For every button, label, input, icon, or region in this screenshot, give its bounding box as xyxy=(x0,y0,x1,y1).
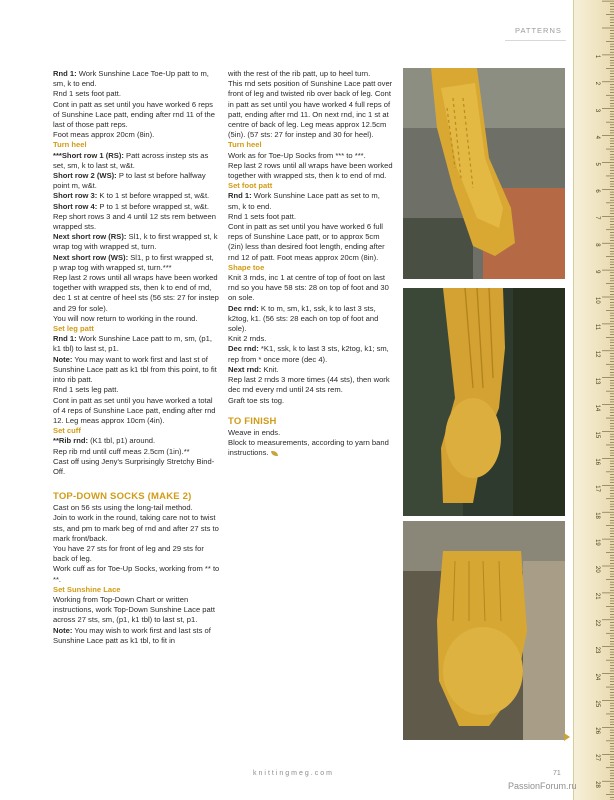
paragraph: Short row 3: K to 1 st before wrapped st, w&t. xyxy=(53,191,210,201)
leaf-end-icon xyxy=(271,451,278,456)
paragraph: This rnd sets position of Sunshine Lace patt over front of leg and twisted rib over back of leg. Cont in patt as set until you have worked 4 full reps of patt, ending after rnd 11. On next rnd, inc 1 st at centre of back of leg. Leg meas approx 12.5cm (5in). (57 sts: 27 for instep and 30 for heel). xyxy=(228,79,393,140)
paragraph: Working from Top-Down Chart or written instructions, work Top-Down Sunshine Lace patt across 27 sts, sm, (p1, k1 tbl) to last st, p1. xyxy=(53,594,215,625)
watermark: PassionForum.ru xyxy=(508,781,577,791)
paragraph: Cont in patt as set until you have worked 6 full reps of Sunshine Lace patt, or to approx 5cm (2in) less than desired foot length, ending after rnd 12 of patt. Foot meas approx 20cm (8in). xyxy=(228,222,385,262)
ruler-label: 6 xyxy=(594,189,600,193)
ruler-label: 28 xyxy=(594,781,600,788)
paragraph: Rnd 1: Work Sunshine Lace patt as set to m, sm, k to end. xyxy=(228,191,380,211)
paragraph: Graft toe sts tog. xyxy=(228,395,285,405)
paragraph: Rnd 1 sets foot patt. xyxy=(53,89,121,99)
paragraph: Join to work in the round, taking care not to twist sts, and pm to mark beg of rnd and after 27 sts to mark front/back. xyxy=(53,513,219,543)
measuring-ruler xyxy=(573,0,614,800)
section-header: PATTERNS xyxy=(515,26,562,35)
paragraph: Rnd 1 sets foot patt. xyxy=(228,211,296,221)
sock-photo-heel-side xyxy=(403,288,565,516)
paragraph: Rep last 2 rnds 3 more times (44 sts), then work dec rnd every rnd until 24 sts rem. xyxy=(228,375,390,395)
paragraph: Dec rnd: K to m, sm, k1, ssk, k to last 3 sts, k2tog, k1. (56 sts: 28 each on top of foot and sole). xyxy=(228,303,379,334)
ruler-label: 25 xyxy=(594,700,600,708)
paragraph: Rnd 1 sets leg patt. xyxy=(53,385,119,395)
ruler-label: 17 xyxy=(594,485,600,492)
paragraph: Note: You may want to work first and last st of Sunshine Lace patt as k1 tbl from this point, to fit into rib patt. xyxy=(53,354,217,385)
paragraph: Rep rib rnd until cuff meas 2.5cm (1in).** xyxy=(53,446,190,456)
paragraph: Short row 2 (WS): P to last st before halfway point m, w&t. xyxy=(53,171,206,191)
ruler-label: 1 xyxy=(594,54,600,59)
section-heading-top-down: TOP-DOWN SOCKS (MAKE 2) xyxy=(53,491,192,503)
paragraph: Next rnd: Knit. xyxy=(228,364,279,374)
paragraph: Rnd 1: Work Sunshine Lace patt to m, sm, (p1, k1 tbl) to last st, p1. xyxy=(53,334,212,354)
paragraph: Note: You may wish to work first and last sts of Sunshine Lace patt as k1 tbl, to fit in xyxy=(53,625,211,645)
footer-site: knittingmeg.com xyxy=(253,770,334,777)
text-column-left xyxy=(53,69,220,646)
paragraph: Work as for Toe-Up Socks from *** to ***. xyxy=(228,150,366,160)
paragraph: Rep last 2 rows until all wraps have been worked together with wrapped sts, then k to end of rnd, dec 1 st at centre of heel sts (56 sts: 27 for instep and 29 for sole). xyxy=(53,273,219,313)
ruler-label: 5 xyxy=(594,162,600,166)
paragraph: **Rib rnd: (K1 tbl, p1) around. xyxy=(53,436,156,446)
ruler-label: 14 xyxy=(594,404,600,412)
paragraph: Rep short rows 3 and 4 until 12 sts rem between wrapped sts. xyxy=(53,211,216,232)
page-arrow-icon xyxy=(564,733,570,741)
paragraph: Weave in ends. xyxy=(228,427,281,437)
ruler-label: 27 xyxy=(594,754,600,761)
paragraph: with the rest of the rib patt, up to heel turn. xyxy=(228,69,371,78)
ruler-label: 13 xyxy=(594,377,600,385)
paragraph: Cast on 56 sts using the long-tail method. xyxy=(53,503,193,513)
sock-photo-heel-back xyxy=(403,521,565,740)
paragraph: Work cuff as for Toe-Up Socks, working from ** to **. xyxy=(53,564,220,584)
subheading-turn-heel: Turn heel xyxy=(228,140,262,150)
paragraph: Rep last 2 rows until all wraps have been worked together with wrapped sts, then k to end of rnd. xyxy=(228,160,393,181)
ruler-label: 15 xyxy=(594,431,600,439)
paragraph: Cont in patt as set until you have worked 6 reps of Sunshine Lace patt, ending after rnd 11 of the last of those patt reps. xyxy=(53,99,215,130)
subheading-turn-heel: Turn heel xyxy=(53,140,87,150)
paragraph: Cont in patt as set until you have worked a total of 4 reps of Sunshine Lace patt, ending after rnd 12. Leg meas approx 10cm (4in). xyxy=(53,395,216,425)
paragraph: Knit 2 rnds. xyxy=(228,334,267,344)
ruler-label: 22 xyxy=(594,619,600,627)
ruler-label: 9 xyxy=(594,270,600,274)
paragraph: Knit 3 rnds, inc 1 at centre of top of foot on last rnd so you have 58 sts: 28 on top of foot and 30 on sole. xyxy=(228,273,389,303)
page-number: 71 xyxy=(553,770,561,777)
sock-photo-lace-leg xyxy=(403,68,565,279)
label: Rnd 1: xyxy=(53,69,77,78)
paragraph: You have 27 sts for front of leg and 29 sts for back of leg. xyxy=(53,543,204,564)
ruler-label: 7 xyxy=(594,216,600,220)
ruler-label: 16 xyxy=(594,458,600,466)
paragraph: Next short row (WS): Sl1, p to first wrapped st, p wrap tog with wrapped st, turn.*** xyxy=(53,252,214,272)
header-rule xyxy=(505,40,566,41)
paragraph: Short row 4: P to 1 st before wrapped st, w&t. xyxy=(53,201,210,211)
ruler-label: 20 xyxy=(594,566,600,573)
paragraph: Dec rnd: *K1, ssk, k to last 3 sts, k2tog, k1; sm, rep from * once more (dec 4). xyxy=(228,344,389,364)
ruler-label: 23 xyxy=(594,646,600,654)
paragraph: Cast off using Jeny's Surprisingly Stretchy Bind-Off. xyxy=(53,456,215,476)
subheading-set-leg-patt: Set leg patt xyxy=(53,324,94,334)
subheading-shape-toe: Shape toe xyxy=(228,262,265,272)
ruler-label: 4 xyxy=(594,135,600,139)
subheading-set-cuff: Set cuff xyxy=(53,426,81,436)
ruler-label: 21 xyxy=(594,592,600,600)
ruler-label: 12 xyxy=(594,350,600,358)
ruler-label: 18 xyxy=(594,512,600,519)
paragraph: Rnd 1: Work Sunshine Lace Toe-Up patt to m, sm, k to end. xyxy=(53,69,209,89)
ruler-ticks xyxy=(574,0,614,800)
ruler-label: 24 xyxy=(594,673,600,681)
subheading-set-foot-patt: Set foot patt xyxy=(228,181,273,191)
paragraph: You will now return to working in the round. xyxy=(53,313,198,323)
ruler-label: 26 xyxy=(594,727,600,735)
ruler-label: 2 xyxy=(594,81,600,86)
ruler-label: 3 xyxy=(594,108,600,113)
section-heading-to-finish: TO FINISH xyxy=(228,415,277,427)
paragraph: Foot meas approx 20cm (8in). xyxy=(53,130,155,140)
ruler-label: 8 xyxy=(594,243,600,247)
ruler-label: 19 xyxy=(594,539,600,546)
text-column-middle xyxy=(228,69,393,458)
subheading-set-sunshine-lace: Set Sunshine Lace xyxy=(53,584,121,594)
paragraph: Next short row (RS): Sl1, k to first wrapped st, k wrap tog with wrapped st, turn. xyxy=(53,232,218,252)
ruler-label: 10 xyxy=(594,297,600,304)
ruler-label: 11 xyxy=(594,323,600,331)
paragraph: ***Short row 1 (RS): Patt across instep sts as set, sm, k to last st, w&t. xyxy=(53,150,209,170)
paragraph: Block to measurements, according to yarn band instructions. xyxy=(228,437,389,458)
